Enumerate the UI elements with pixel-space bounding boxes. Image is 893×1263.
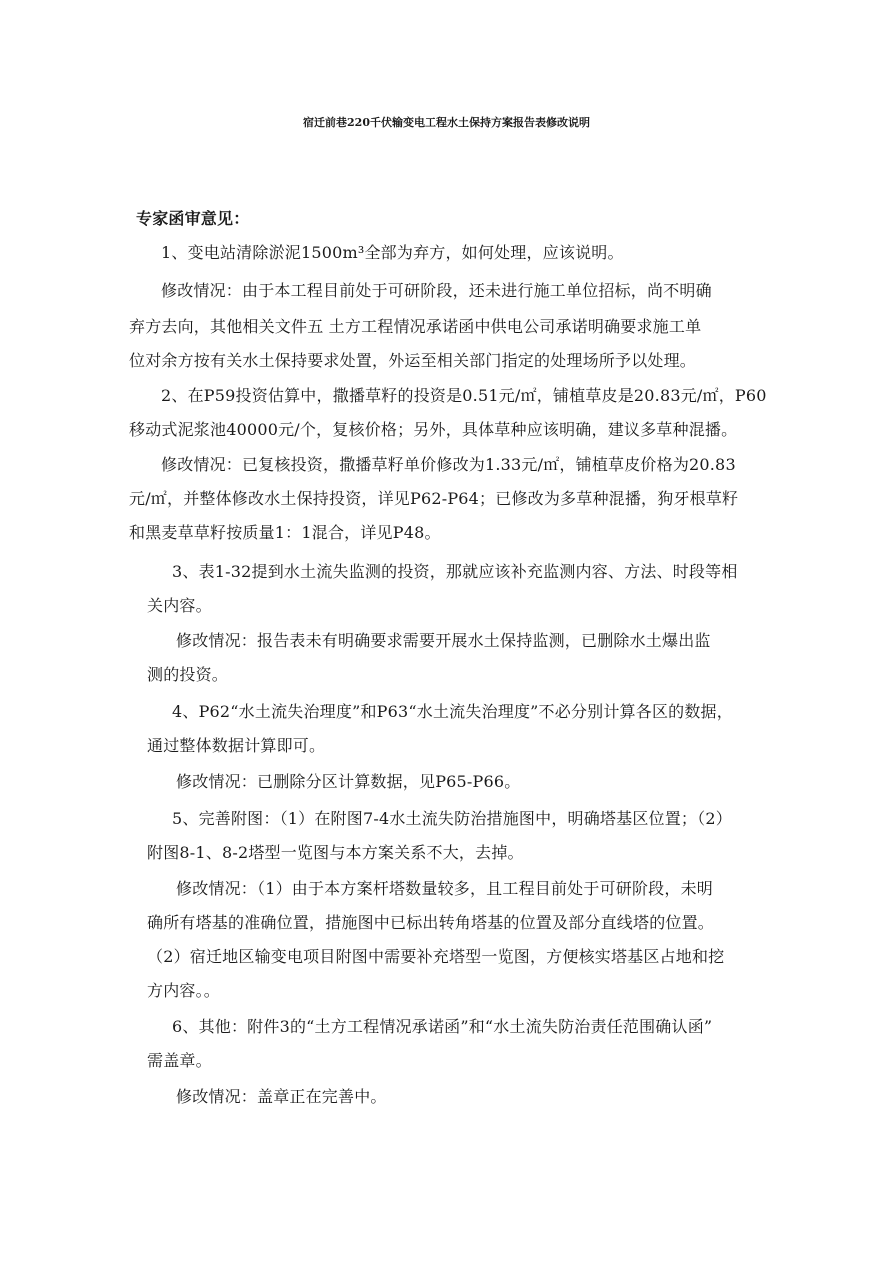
- paragraph-line: 修改情况：已复核投资，撒播草籽单价修改为1.33元/㎡，铺植草皮价格为20.83: [161, 455, 736, 474]
- paragraph-line: 修改情况：（1）由于本方案杆塔数量较多，且工程目前处于可研阶段，未明: [176, 879, 713, 898]
- paragraph-line: 附图8-1、8-2塔型一览图与本方案关系不大，去掉。: [147, 843, 524, 862]
- paragraph-line: 修改情况：盖章正在完善中。: [176, 1087, 387, 1106]
- paragraph-line: 关内容。: [147, 596, 212, 615]
- paragraph-line: 3、表1-32提到水土流失监测的投资，那就应该补充监测内容、方法、时段等相: [172, 562, 738, 581]
- paragraph-line: 2、在P59投资估算中，撒播草籽的投资是0.51元/㎡，铺植草皮是20.83元/㎡，P60: [161, 386, 767, 405]
- paragraph-line: 修改情况：已删除分区计算数据，见P65-P66。: [176, 772, 521, 791]
- paragraph-line: 和黑麦草草籽按质量1：1混合，详见P48。: [129, 523, 441, 542]
- paragraph-line: 需盖章。: [147, 1051, 212, 1070]
- paragraph-line: 方内容。。: [147, 981, 221, 1000]
- section-heading: 专家函审意见：: [136, 209, 250, 228]
- paragraph-line: 弃方去向，其他相关文件五 土方工程情况承诺函中供电公司承诺明确要求施工单: [129, 317, 702, 336]
- paragraph-line: 元/㎡，并整体修改水土保持投资，详见P62-P64；已修改为多草种混播，狗牙根草籽: [129, 489, 739, 508]
- paragraph-line: 通过整体数据计算即可。: [147, 736, 326, 755]
- paragraph-line: 5、完善附图：（1）在附图7-4水土流失防治措施图中，明确塔基区位置；（2）: [172, 809, 732, 828]
- paragraph-line: 修改情况：报告表未有明确要求需要开展水土保持监测，已删除水土爆出监: [176, 631, 711, 650]
- paragraph-line: 确所有塔基的准确位置，措施图中已标出转角塔基的位置及部分直线塔的位置。: [147, 913, 715, 932]
- paragraph-line: 位对余方按有关水土保持要求处置，外运至相关部门指定的处理场所予以处理。: [129, 351, 697, 370]
- paragraph-line: 1、变电站清除淤泥1500m³全部为弃方，如何处理，应该说明。: [161, 243, 624, 262]
- paragraph-line: 6、其他：附件3的“土方工程情况承诺函”和“水土流失防治责任范围确认函”: [172, 1017, 713, 1036]
- paragraph-line: 测的投资。: [147, 665, 229, 684]
- paragraph-line: 4、P62“水土流失治理度”和P63“水土流失治理度”不必分别计算各区的数据，: [172, 702, 733, 721]
- paragraph-line: 移动式泥浆池40000元/个，复核价格；另外，具体草种应该明确，建议多草种混播。: [129, 420, 738, 439]
- paragraph-line: （2）宿迁地区输变电项目附图中需要补充塔型一览图，方便核实塔基区占地和挖: [147, 947, 725, 966]
- paragraph-line: 修改情况：由于本工程目前处于可研阶段，还未进行施工单位招标，尚不明确: [161, 281, 712, 300]
- document-title: 宿迁前巷220千伏输变电工程水土保持方案报告表修改说明: [303, 116, 590, 129]
